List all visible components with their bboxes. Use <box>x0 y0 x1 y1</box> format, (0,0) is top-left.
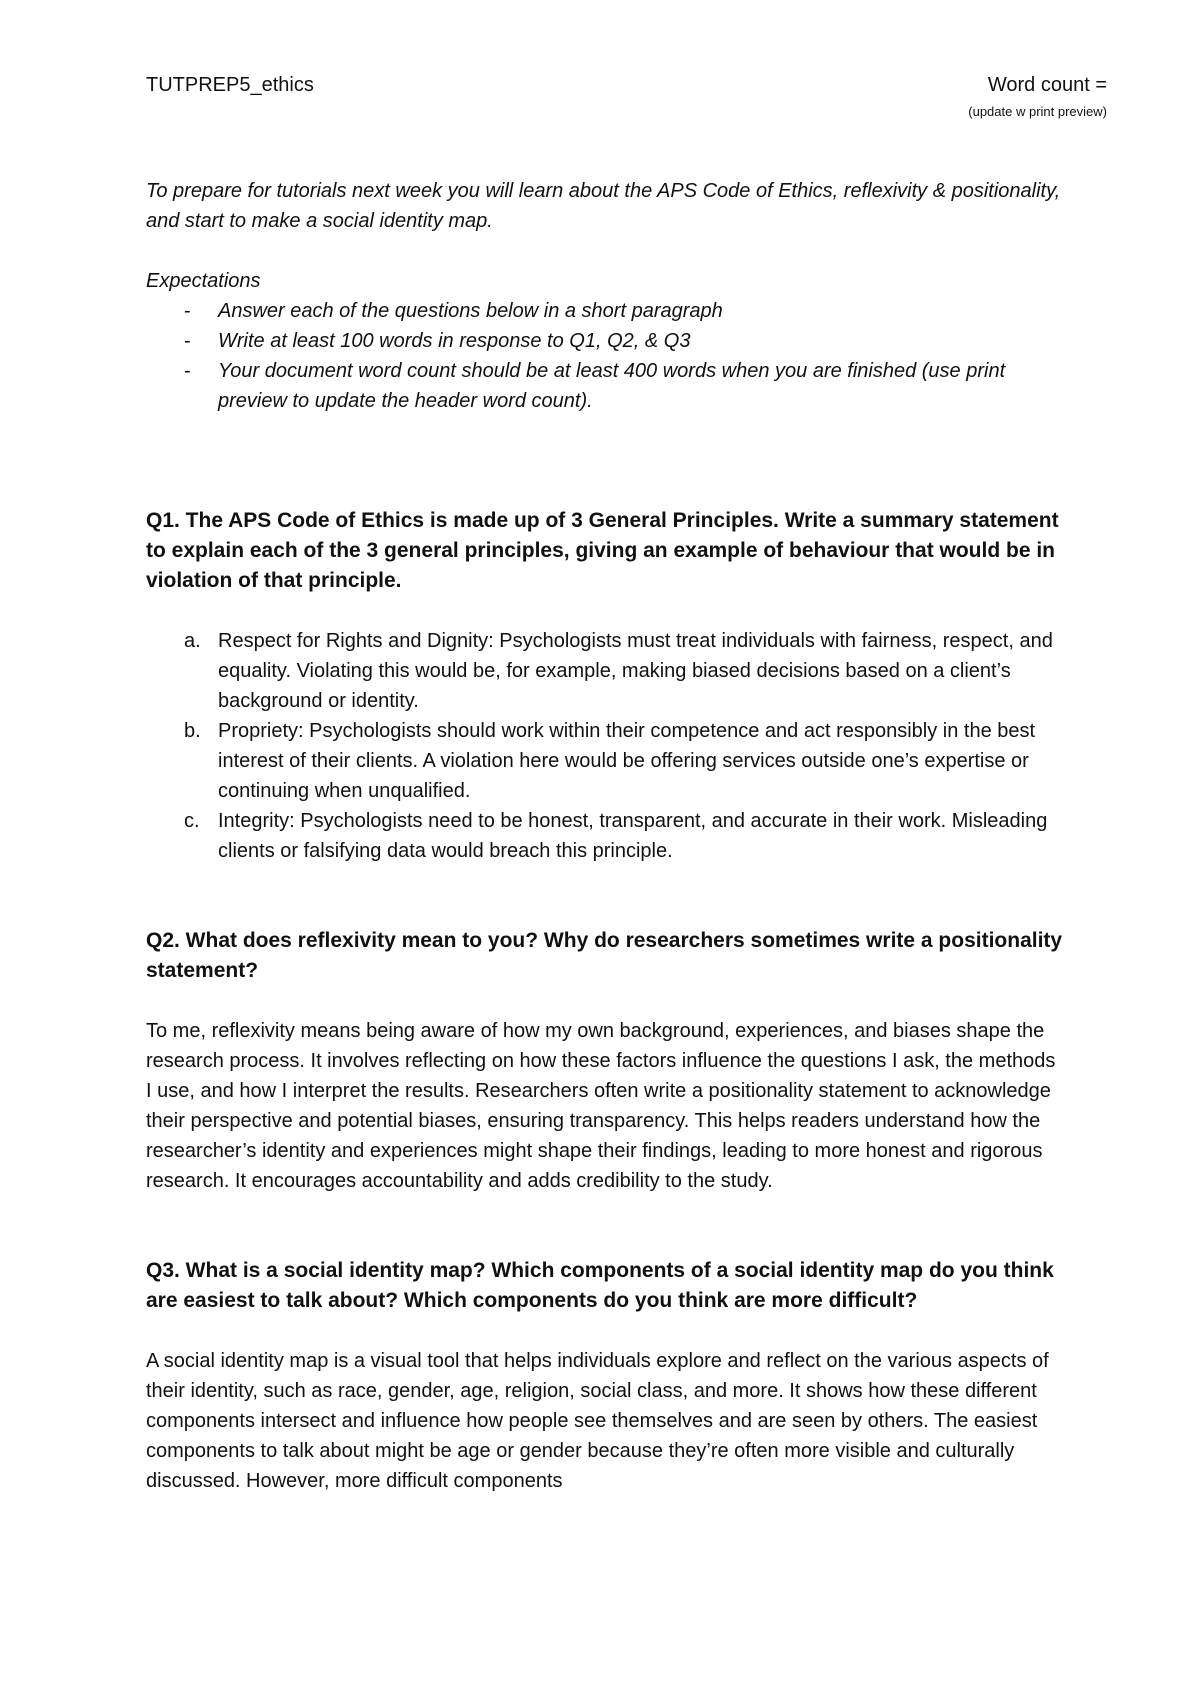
expectation-text: Answer each of the questions below in a short paragraph <box>218 300 723 322</box>
document-body <box>146 176 1066 1496</box>
bullet-marker: - <box>184 300 191 322</box>
expectation-text: Your document word count should be at least 400 words when you are finished (use print preview to update the header word count). <box>218 360 1006 412</box>
list-item <box>146 326 1066 356</box>
list-marker: c. <box>184 810 200 832</box>
header-word-count: Word count = <box>987 74 1107 96</box>
principle-text: Integrity: Psychologists need to be honest, transparent, and accurate in their work. Misleading clients or falsifying data would breach this principle. <box>218 810 1048 862</box>
expectations-list <box>146 296 1066 416</box>
list-item <box>146 296 1066 326</box>
intro-text: To prepare for tutorials next week you will learn about the APS Code of Ethics, reflexivity & positionality, and start to make a social identity map. <box>146 180 1061 232</box>
q1-answer-list <box>146 626 1066 866</box>
list-marker: a. <box>184 630 201 652</box>
principle-text: Propriety: Psychologists should work within their competence and act responsibly in the best interest of their clients. A violation here would be offering services outside one’s expertise or continuing when unqualified. <box>218 720 1036 802</box>
list-item <box>146 806 1066 866</box>
q1-heading: Q1. The APS Code of Ethics is made up of 3 General Principles. Write a summary statement to explain each of the 3 general principles, giving an example of behaviour that would be in violation of that principle. <box>146 509 1059 592</box>
list-item <box>146 356 1066 416</box>
list-marker: b. <box>184 720 201 742</box>
bullet-marker: - <box>184 330 191 352</box>
header-filename: TUTPREP5_ethics <box>146 74 314 96</box>
expectations-title: Expectations <box>146 270 261 292</box>
expectation-text: Write at least 100 words in response to Q1, Q2, & Q3 <box>218 330 691 352</box>
principle-text: Respect for Rights and Dignity: Psychologists must treat individuals with fairness, respect, and equality. Violating this would be, for example, making biased decisions based on a client’s background or identity. <box>218 630 1053 712</box>
header-word-count-note: (update w print preview) <box>968 104 1107 119</box>
list-item <box>146 716 1066 806</box>
q2-heading: Q2. What does reflexivity mean to you? Why do researchers sometimes write a positionality statement? <box>146 929 1063 982</box>
list-item <box>146 626 1066 716</box>
q3-answer: A social identity map is a visual tool that helps individuals explore and reflect on the various aspects of their identity, such as race, gender, age, religion, social class, and more. It shows how these different components intersect and influence how people see themselves and are seen by others. The easiest components to talk about might be age or gender because they’re often more visible and culturally discussed. However, more difficult components <box>146 1350 1049 1492</box>
q3-heading: Q3. What is a social identity map? Which components of a social identity map do you think are easiest to talk about? Which components do you think are more difficult? <box>146 1259 1054 1312</box>
q2-answer: To me, reflexivity means being aware of how my own background, experiences, and biases shape the research process. It involves reflecting on how these factors influence the questions I ask, the methods I use, and how I interpret the results. Researchers often write a positionality statement to acknowledge their perspective and potential biases, ensuring transparency. This helps readers understand how the researcher’s identity and experiences might shape their findings, leading to more honest and rigorous research. It encourages accountability and adds credibility to the study. <box>146 1020 1056 1192</box>
bullet-marker: - <box>184 360 191 382</box>
